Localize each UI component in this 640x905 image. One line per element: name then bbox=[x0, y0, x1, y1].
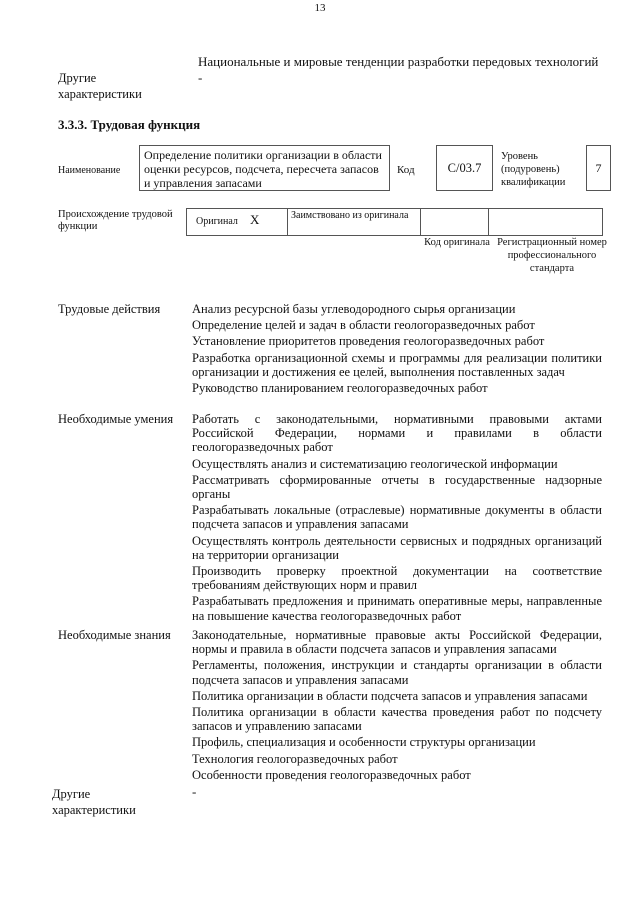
required-knowledge-list bbox=[192, 628, 602, 784]
code-box: C/03.7 bbox=[436, 145, 493, 191]
top-line-text: Национальные и мировые тенденции разработки передовых технологий bbox=[198, 54, 599, 69]
function-name-box: Определение политики организации в области оценки ресурсов, подсчета, пересчета запасов и управления запасами bbox=[139, 145, 390, 191]
list-item: Осуществлять контроль деятельности сервисных и подрядных организаций на территории организации bbox=[192, 533, 602, 562]
list-item: Осуществлять анализ и систематизацию геологической информации bbox=[192, 456, 558, 471]
code-label: Код bbox=[397, 164, 415, 176]
list-item: Работать с законодательными, нормативными правовыми актами Российской Федерации, нормами и правилами в области геологоразведочных работ bbox=[192, 412, 602, 455]
level-box: 7 bbox=[586, 145, 611, 191]
origin-table bbox=[186, 208, 603, 236]
code-caption: Код оригинала bbox=[424, 237, 490, 248]
list-item: Профиль, специализация и особенности структуры организации bbox=[192, 735, 536, 750]
section-title: 3.3.3. Трудовая функция bbox=[58, 117, 201, 132]
list-item: Политика организации в области качества проведения работ по подсчету запасов и управлению запасами bbox=[192, 705, 602, 734]
list-item: Регламенты, положения, инструкции и стандарты организации в области подсчета запасов и управления запасами bbox=[192, 658, 602, 687]
level-label: Уровень (подуровень) квалификации bbox=[501, 151, 566, 188]
labor-actions-list bbox=[192, 302, 602, 397]
required-skills-list bbox=[192, 412, 602, 625]
list-item: Разрабатывать предложения и принимать оперативные меры, направленные на повышение качества геологоразведочных работ bbox=[192, 594, 602, 623]
list-item: Руководство планированием геологоразведочных работ bbox=[192, 381, 488, 396]
list-item: Производить проверку проектной документации на соответствие требованиям действующих норм и правил bbox=[192, 564, 602, 593]
other-characteristics-label: Другие характеристики bbox=[52, 787, 136, 817]
list-item: Рассматривать сформированные отчеты в государственные надзорные органы bbox=[192, 472, 602, 502]
origin-original-label: Оригинал bbox=[196, 216, 238, 227]
list-item: Разработка организационной схемы и программы для реализации политики организации и достижения ее целей, выполнения поставленных задач bbox=[192, 350, 602, 379]
required-knowledge-label: Необходимые знания bbox=[58, 628, 171, 642]
required-skills-label: Необходимые умения bbox=[58, 412, 174, 426]
page-number: 13 bbox=[314, 2, 326, 14]
reg-caption: Регистрационный номер профессионального стандарта bbox=[497, 237, 607, 274]
list-item: Установление приоритетов проведения геологоразведочных работ bbox=[192, 334, 545, 349]
origin-label: Происхождение трудовой функции bbox=[58, 209, 173, 232]
list-item: Особенности проведения геологоразведочных работ bbox=[192, 767, 471, 782]
list-item: Законодательные, нормативные правовые акты Российской Федерации, нормы и правила в области подсчета запасов и управления запасами bbox=[192, 628, 602, 657]
list-item: Определение целей и задач в области геологоразведочных работ bbox=[192, 318, 535, 333]
origin-borrowed-label: Заимствовано из оригинала bbox=[288, 209, 421, 235]
name-label: Наименование bbox=[58, 165, 121, 176]
list-item: Политика организации в области подсчета запасов и управления запасами bbox=[192, 688, 588, 703]
other-characteristics-value: - bbox=[198, 70, 203, 85]
origin-original-mark: X bbox=[250, 209, 288, 235]
other-characteristics-value: - bbox=[192, 784, 197, 799]
list-item: Разрабатывать локальные (отраслевые) нормативные документы в области подсчета запасов и управления запасами bbox=[192, 503, 602, 532]
labor-actions-label: Трудовые действия bbox=[58, 302, 161, 316]
origin-reg-cell bbox=[489, 209, 602, 235]
list-item: Технология геологоразведочных работ bbox=[192, 751, 398, 766]
list-item: Анализ ресурсной базы углеводородного сырья организации bbox=[192, 302, 516, 316]
other-characteristics-label: Другие характеристики bbox=[58, 71, 142, 101]
origin-code-cell bbox=[421, 209, 489, 235]
